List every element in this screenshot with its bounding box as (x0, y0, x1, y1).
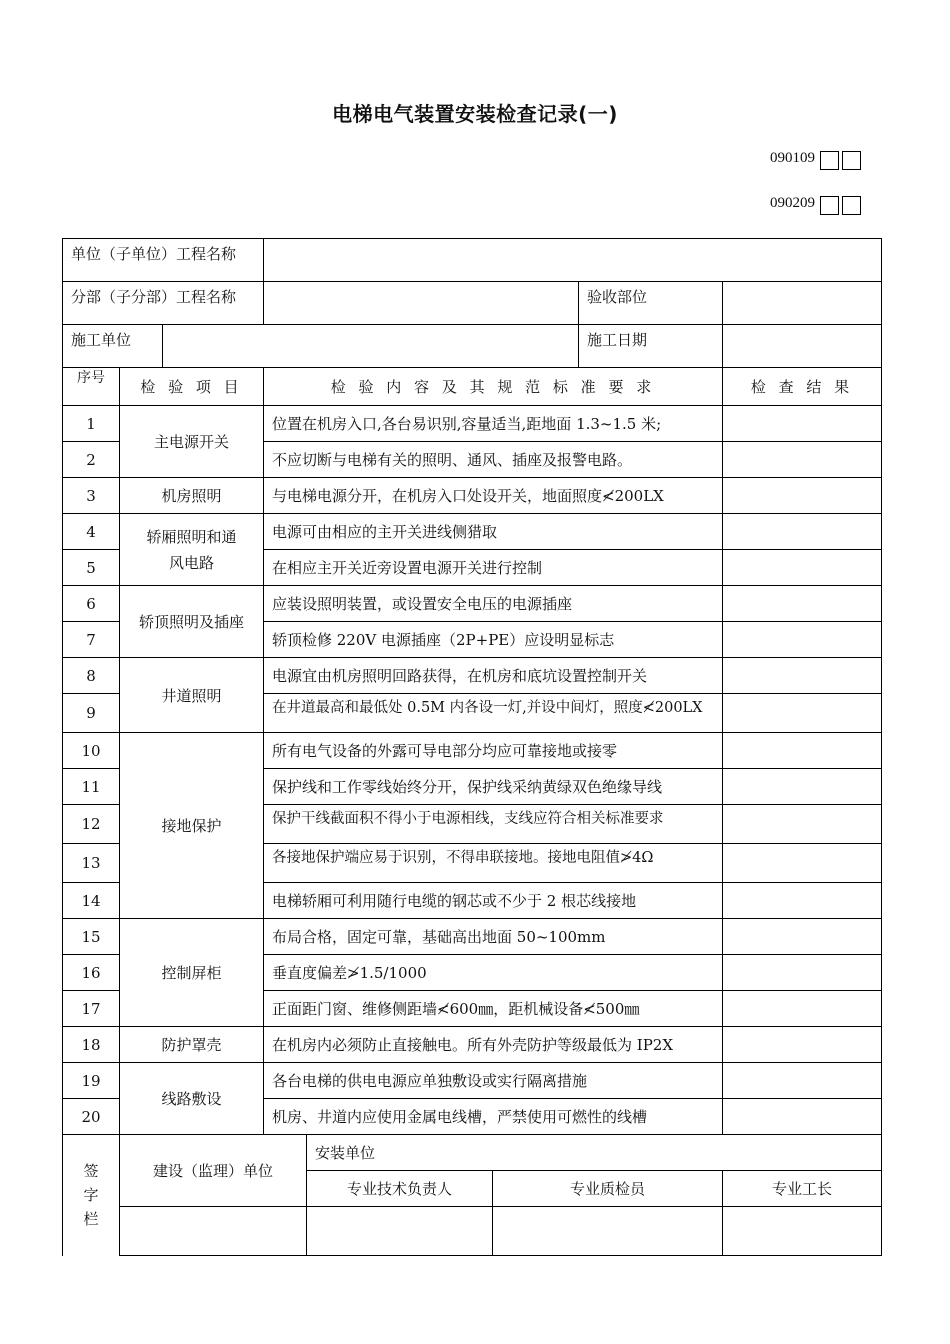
row-requirement: 机房、井道内应使用金属电线槽，严禁使用可燃性的线槽 (264, 1099, 723, 1135)
row-number: 5 (63, 550, 120, 586)
row-number: 19 (63, 1063, 120, 1099)
row-requirement: 电源可由相应的主开关进线侧猎取 (264, 514, 723, 550)
row-requirement: 电梯轿厢可利用随行电缆的钢芯或不少于 2 根芯线接地 (264, 883, 723, 919)
acceptance-part-value[interactable] (723, 282, 882, 325)
row-requirement: 轿顶检修 220V 电源插座（2P+PE）应设明显标志 (264, 622, 723, 658)
row-requirement: 垂直度偏差≯1.5/1000 (264, 955, 723, 991)
group-car-lighting-ventilation: 轿厢照明和通风电路 (120, 514, 264, 586)
form-code-2-text: 090209 (770, 195, 815, 211)
row-number: 12 (63, 805, 120, 844)
row-result[interactable] (723, 1099, 882, 1135)
row-number: 8 (63, 658, 120, 694)
row-number: 16 (63, 955, 120, 991)
row-number: 20 (63, 1099, 120, 1135)
row-result[interactable] (723, 1063, 882, 1099)
row-number: 7 (63, 622, 120, 658)
installation-unit-label: 安装单位 (307, 1135, 882, 1171)
col-header-result: 检 查 结 果 (723, 368, 882, 406)
form-code-2 (700, 195, 861, 215)
group-main-power-switch: 主电源开关 (120, 406, 264, 478)
row-result[interactable] (723, 844, 882, 883)
row-result[interactable] (723, 442, 882, 478)
checkbox[interactable] (820, 151, 839, 170)
foreman-label: 专业工长 (723, 1171, 882, 1207)
row-result[interactable] (723, 1027, 882, 1063)
row-result[interactable] (723, 406, 882, 442)
group-grounding-protection: 接地保护 (120, 733, 264, 919)
col-header-content: 检 验 内 容 及 其 规 范 标 准 要 求 (264, 368, 723, 406)
page-title: 电梯电气装置安装检查记录(一) (332, 102, 618, 126)
unit-project-label: 单位（子单位）工程名称 (63, 239, 264, 282)
row-number: 13 (63, 844, 120, 883)
row-result[interactable] (723, 991, 882, 1027)
row-number: 11 (63, 769, 120, 805)
group-car-top-lighting-socket: 轿顶照明及插座 (120, 586, 264, 658)
group-machine-room-lighting: 机房照明 (120, 478, 264, 514)
row-requirement: 各接地保护端应易于识别，不得串联接地。接地电阻值≯4Ω (264, 844, 723, 883)
row-requirement: 电源宜由机房照明回路获得，在机房和底坑设置控制开关 (264, 658, 723, 694)
row-requirement: 正面距门窗、维修侧距墙≮600㎜，距机械设备≮500㎜ (264, 991, 723, 1027)
row-requirement: 不应切断与电梯有关的照明、通风、插座及报警电路。 (264, 442, 723, 478)
signature-section-label: 签字栏 (63, 1135, 120, 1256)
construction-unit-value[interactable] (163, 325, 579, 368)
inspection-table (62, 238, 882, 1256)
row-requirement: 保护干线截面积不得小于电源相线，支线应符合相关标准要求 (264, 805, 723, 844)
acceptance-part-label: 验收部位 (579, 282, 723, 325)
subdivision-label: 分部（子分部）工程名称 (63, 282, 264, 325)
checkbox[interactable] (820, 196, 839, 215)
row-result[interactable] (723, 883, 882, 919)
form-code-1 (700, 150, 861, 170)
row-requirement: 位置在机房入口,各台易识别,容量适当,距地面 1.3~1.5 米; (264, 406, 723, 442)
group-control-cabinet: 控制屏柜 (120, 919, 264, 1027)
row-number: 10 (63, 733, 120, 769)
checkbox[interactable] (842, 151, 861, 170)
row-number: 2 (63, 442, 120, 478)
row-requirement: 各台电梯的供电电源应单独敷设或实行隔离措施 (264, 1063, 723, 1099)
unit-project-value[interactable] (264, 239, 882, 282)
row-result[interactable] (723, 805, 882, 844)
group-wiring-laying: 线路敷设 (120, 1063, 264, 1135)
row-result[interactable] (723, 550, 882, 586)
construction-supervision-signature[interactable] (120, 1207, 307, 1256)
tech-lead-signature[interactable] (307, 1207, 493, 1256)
construction-unit-label: 施工单位 (63, 325, 163, 368)
row-result[interactable] (723, 769, 882, 805)
row-result[interactable] (723, 955, 882, 991)
col-header-seq: 序号 (63, 368, 120, 406)
row-number: 15 (63, 919, 120, 955)
quality-inspector-signature[interactable] (493, 1207, 723, 1256)
group-shaft-lighting: 井道照明 (120, 658, 264, 733)
subdivision-value[interactable] (264, 282, 579, 325)
row-requirement: 在机房内必须防止直接触电。所有外壳防护等级最低为 IP2X (264, 1027, 723, 1063)
construction-supervision-unit-label: 建设（监理）单位 (120, 1135, 307, 1207)
row-number: 3 (63, 478, 120, 514)
foreman-signature[interactable] (723, 1207, 882, 1256)
row-number: 14 (63, 883, 120, 919)
row-number: 18 (63, 1027, 120, 1063)
checkbox[interactable] (842, 196, 861, 215)
group-protective-cover: 防护罩壳 (120, 1027, 264, 1063)
row-result[interactable] (723, 586, 882, 622)
row-number: 1 (63, 406, 120, 442)
row-result[interactable] (723, 622, 882, 658)
tech-lead-label: 专业技术负责人 (307, 1171, 493, 1207)
row-requirement: 与电梯电源分开，在机房入口处设开关，地面照度≮200LX (264, 478, 723, 514)
row-requirement: 在相应主开关近旁设置电源开关进行控制 (264, 550, 723, 586)
row-result[interactable] (723, 514, 882, 550)
construction-date-label: 施工日期 (579, 325, 723, 368)
form-code-1-text: 090109 (770, 150, 815, 166)
construction-date-value[interactable] (723, 325, 882, 368)
row-result[interactable] (723, 919, 882, 955)
row-number: 17 (63, 991, 120, 1027)
row-result[interactable] (723, 478, 882, 514)
row-requirement: 所有电气设备的外露可导电部分均应可靠接地或接零 (264, 733, 723, 769)
row-number: 9 (63, 694, 120, 733)
row-result[interactable] (723, 658, 882, 694)
row-requirement: 布局合格，固定可靠，基础高出地面 50~100mm (264, 919, 723, 955)
row-requirement: 应装设照明装置，或设置安全电压的电源插座 (264, 586, 723, 622)
col-header-item: 检 验 项 目 (120, 368, 264, 406)
row-result[interactable] (723, 733, 882, 769)
row-number: 4 (63, 514, 120, 550)
row-result[interactable] (723, 694, 882, 733)
row-requirement: 在井道最高和最低处 0.5M 内各设一灯,并设中间灯，照度≮200LX (264, 694, 723, 733)
row-requirement: 保护线和工作零线始终分开，保护线采纳黄绿双色绝缘导线 (264, 769, 723, 805)
row-number: 6 (63, 586, 120, 622)
quality-inspector-label: 专业质检员 (493, 1171, 723, 1207)
